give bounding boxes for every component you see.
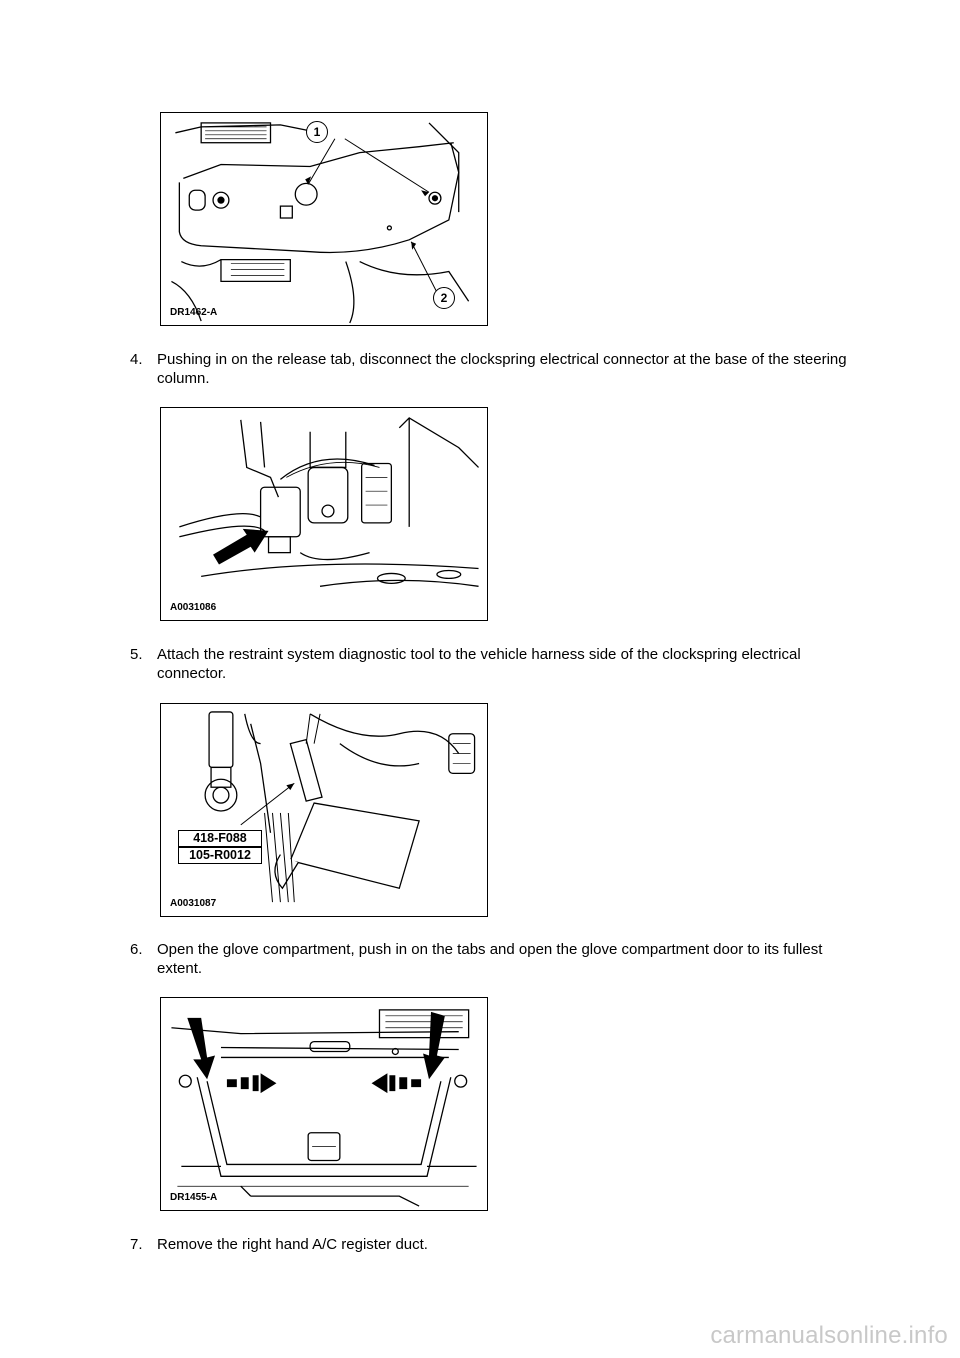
- step-number: 7.: [130, 1236, 143, 1253]
- watermark: carmanualsonline.info: [710, 1322, 948, 1349]
- step-text: Open the glove compartment, push in on the tabs and open the glove compartment door to its fullest extent.: [157, 941, 823, 977]
- callout-2: 2: [433, 287, 455, 309]
- step-number: 6.: [130, 941, 143, 958]
- figure-dr1455-a: [160, 997, 488, 1211]
- figure-a0031086: [160, 407, 488, 621]
- illustration-diagnostic-tool: [161, 704, 487, 916]
- illustration-glove-compartment: [161, 998, 487, 1210]
- step-6: [130, 940, 850, 978]
- step-number: 4.: [130, 351, 143, 368]
- figure-id: DR1462-A: [170, 307, 218, 318]
- figure-id: DR1455-A: [170, 1192, 218, 1203]
- figure-id: A0031086: [170, 602, 217, 613]
- tool-label-418-f088: 418-F088: [178, 830, 262, 847]
- step-7: [130, 1235, 850, 1254]
- step-5: [130, 645, 850, 683]
- callout-1: 1: [306, 121, 328, 143]
- figure-dr1462-a: [160, 112, 488, 326]
- step-text: Attach the restraint system diagnostic tool to the vehicle harness side of the clockspring electrical connector.: [157, 646, 801, 682]
- step-text: Pushing in on the release tab, disconnect the clockspring electrical connector at the base of the steering column.: [157, 351, 847, 387]
- step-number: 5.: [130, 646, 143, 663]
- tool-label-105-r0012: 105-R0012: [178, 847, 262, 864]
- illustration-clockspring-connector: [161, 408, 487, 620]
- figure-id: A0031087: [170, 898, 217, 909]
- step-text: Remove the right hand A/C register duct.: [157, 1236, 428, 1253]
- step-4: [130, 350, 850, 388]
- figure-a0031087: [160, 703, 488, 917]
